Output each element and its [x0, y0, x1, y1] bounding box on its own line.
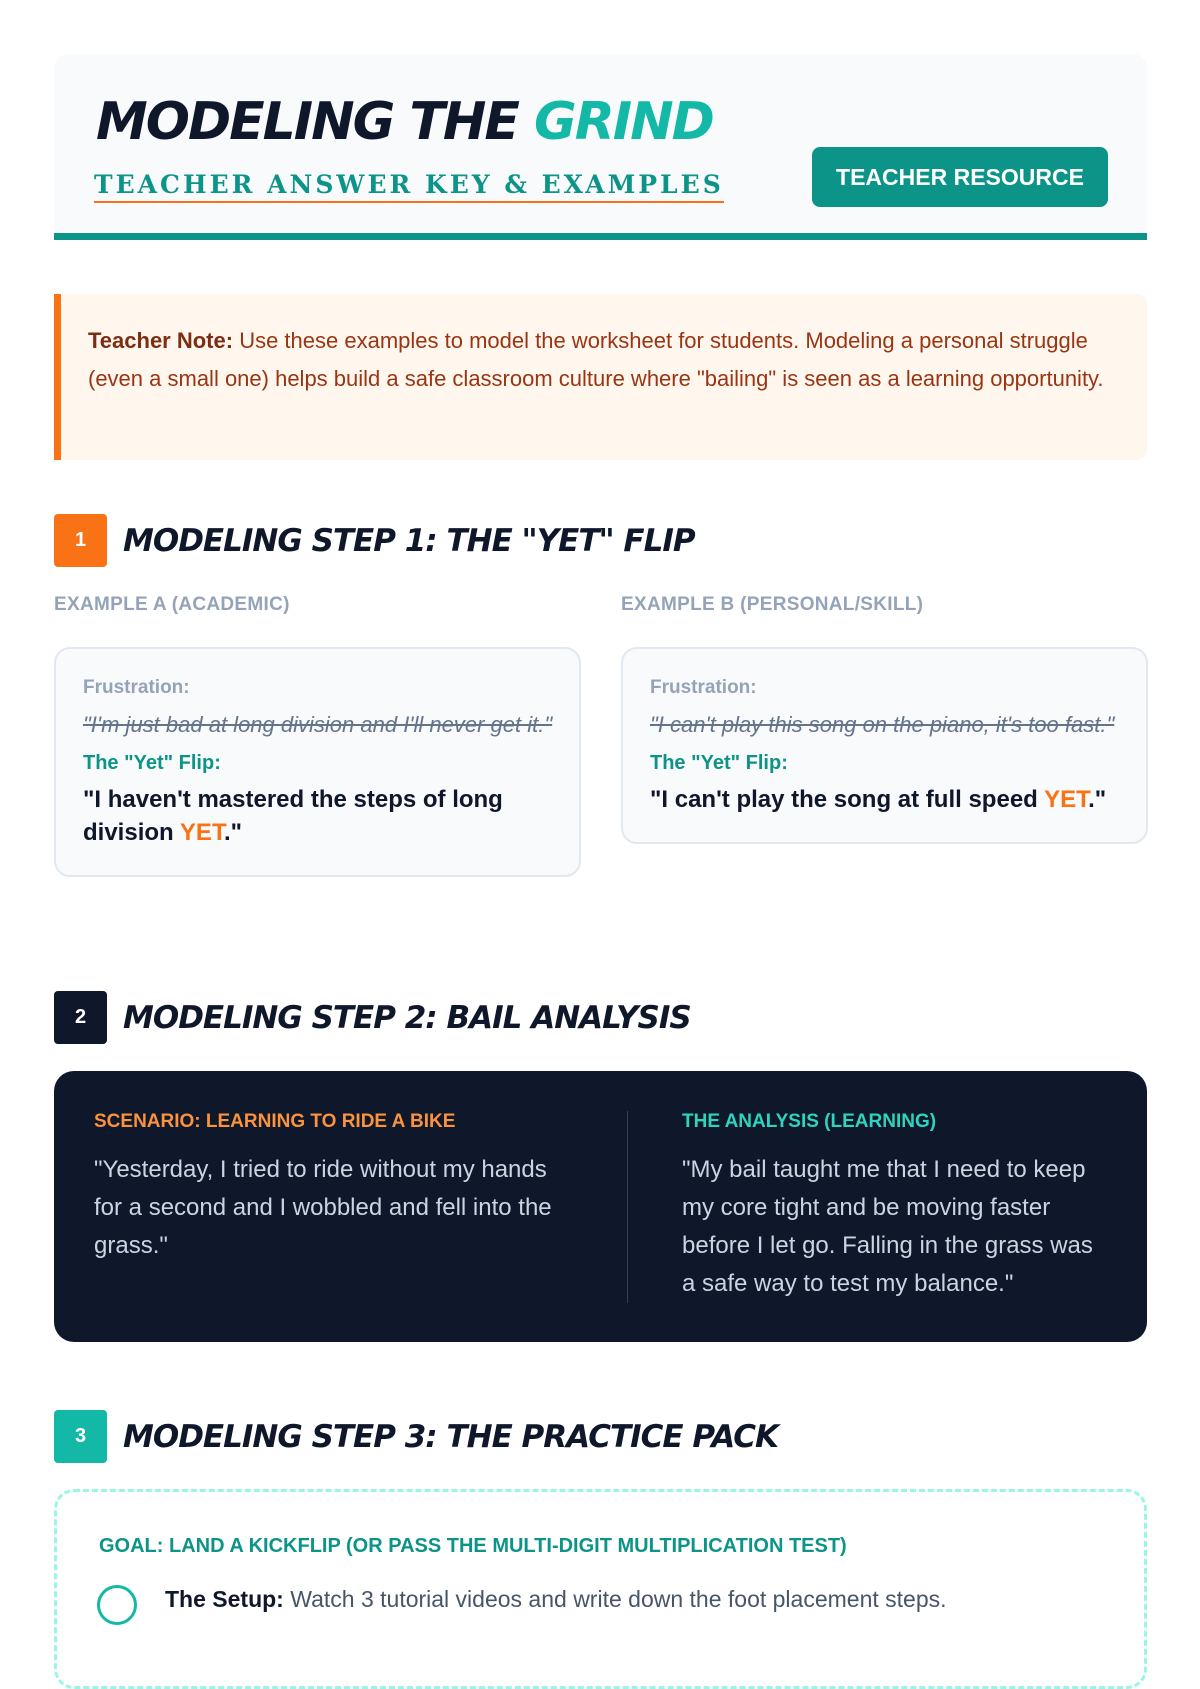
yet-flip-text: [83, 783, 553, 849]
step-1-title: MODELING STEP 1: THE "YET" FLIP: [123, 522, 695, 559]
flip-text-after: .": [223, 819, 242, 846]
check-circle-icon: [97, 1585, 137, 1625]
step-2-number: 2: [54, 991, 107, 1044]
panel-divider: [627, 1111, 628, 1303]
yet-flip-text: [650, 783, 1120, 816]
step-2-heading: [54, 991, 691, 1044]
analysis-label: THE ANALYSIS (LEARNING): [682, 1111, 937, 1132]
teacher-note-label: Teacher Note:: [88, 328, 234, 353]
practice-item-text: Watch 3 tutorial videos and write down the foot placement steps.: [283, 1586, 947, 1612]
frustration-label: Frustration:: [650, 677, 757, 698]
title-accent: GRIND: [534, 92, 713, 152]
frustration-label: Frustration:: [83, 677, 190, 698]
page-subtitle: TEACHER ANSWER KEY & EXAMPLES: [94, 170, 724, 203]
step-1-number: 1: [54, 514, 107, 567]
scenario-text: "Yesterday, I tried to ride without my hands for a second and I wobbled and fell into the grass.": [94, 1156, 552, 1259]
page-header: [54, 54, 1147, 240]
example-b-label: EXAMPLE B (PERSONAL/SKILL): [621, 594, 924, 615]
example-a-label: EXAMPLE A (ACADEMIC): [54, 594, 290, 615]
flip-text-before: "I can't play the song at full speed: [650, 786, 1045, 813]
title-main: MODELING THE: [96, 92, 535, 152]
step-2-title: MODELING STEP 2: BAIL ANALYSIS: [123, 999, 691, 1036]
flip-text-before: "I haven't mastered the steps of long division: [83, 786, 503, 846]
frustration-text: "I can't play this song on the piano, it's too fast.": [650, 712, 1115, 737]
teacher-resource-badge: TEACHER RESOURCE: [812, 147, 1108, 207]
page-title: [96, 92, 713, 152]
yet-word: YET: [1044, 786, 1089, 813]
practice-item-label: The Setup:: [165, 1586, 284, 1612]
practice-pack-box: [54, 1489, 1147, 1689]
example-b-card: [621, 647, 1148, 844]
step-3-title: MODELING STEP 3: THE PRACTICE PACK: [123, 1418, 779, 1455]
frustration-text: "I'm just bad at long division and I'll never get it.": [83, 712, 553, 737]
step-3-heading: [54, 1410, 778, 1463]
yet-flip-label: The "Yet" Flip:: [650, 752, 788, 774]
analysis-column: [682, 1111, 1112, 1303]
teacher-note: [54, 294, 1147, 460]
step-3-number: 3: [54, 1410, 107, 1463]
flip-text-after: .": [1088, 786, 1107, 813]
yet-word: YET: [179, 819, 224, 846]
goal-label: GOAL: LAND A KICKFLIP (OR PASS THE MULTI-DIGIT MULTIPLICATION TEST): [99, 1535, 847, 1557]
analysis-text: "My bail taught me that I need to keep my core tight and be moving faster before I let go. Falling in the grass was a safe way to test my balance.": [682, 1156, 1093, 1297]
step-1-heading: [54, 514, 695, 567]
bail-analysis-panel: [54, 1071, 1147, 1342]
yet-flip-label: The "Yet" Flip:: [83, 752, 221, 774]
teacher-note-text: Use these examples to model the worksheet for students. Modeling a personal struggle (even a small one) helps build a safe classroom culture where "bailing" is seen as a learning opportunity.: [88, 328, 1104, 391]
example-a-card: [54, 647, 581, 877]
scenario-column: [94, 1111, 574, 1265]
scenario-label: SCENARIO: LEARNING TO RIDE A BIKE: [94, 1111, 456, 1132]
